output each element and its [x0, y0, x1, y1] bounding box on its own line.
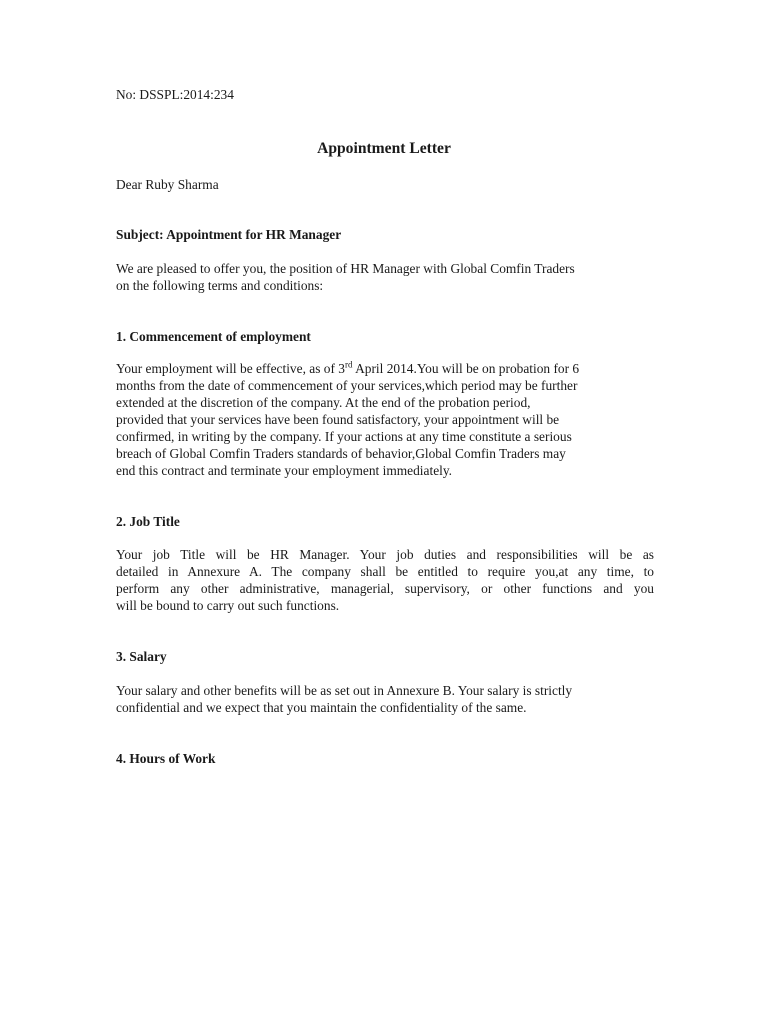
probation-text: April 2014.You will be on probation for 6: [352, 361, 580, 376]
paragraph-line: confidential and we expect that you maintain the confidentiality of the same.: [116, 700, 527, 715]
effective-date-text: Your employment will be effective, as of 3: [116, 361, 345, 376]
reference-number: No: DSSPL:2014:234: [116, 87, 234, 102]
paragraph-line: [116, 360, 638, 377]
paragraph-line: confirmed, in writing by the company. If your actions at any time constitute a serious: [116, 429, 572, 444]
paragraph-line: months from the date of commencement of your services,which period may be further: [116, 378, 578, 393]
section-heading-salary: 3. Salary: [116, 649, 167, 664]
paragraph-line: We are pleased to offer you, the position of HR Manager with Global Comfin Traders: [116, 261, 575, 276]
paragraph-line: perform any other administrative, managerial, supervisory, or other functions and you: [116, 581, 654, 596]
intro-paragraph: [116, 260, 636, 294]
salary-paragraph: [116, 682, 636, 716]
paragraph-line: will be bound to carry out such functions.: [116, 598, 340, 613]
paragraph-line: on the following terms and conditions:: [116, 278, 324, 293]
subject-line: Subject: Appointment for HR Manager: [116, 227, 342, 242]
section-heading-commencement: 1. Commencement of employment: [116, 329, 311, 344]
paragraph-line: Your salary and other benefits will be as set out in Annexure B. Your salary is strictly: [116, 683, 573, 698]
document-title: Appointment Letter: [317, 140, 451, 157]
paragraph-line: provided that your services have been found satisfactory, your appointment will be: [116, 412, 560, 427]
job-title-paragraph: [116, 546, 654, 614]
paragraph-line: breach of Global Comfin Traders standards of behavior,Global Comfin Traders may: [116, 446, 566, 461]
section-heading-job-title: 2. Job Title: [116, 514, 180, 529]
section-heading-hours: 4. Hours of Work: [116, 751, 216, 766]
paragraph-line: extended at the discretion of the company. At the end of the probation period,: [116, 395, 531, 410]
paragraph-line: end this contract and terminate your employment immediately.: [116, 463, 453, 478]
commencement-paragraph: [116, 360, 638, 479]
salutation: Dear Ruby Sharma: [116, 177, 219, 192]
ordinal-suffix: rd: [344, 359, 353, 370]
paragraph-line: Your job Title will be HR Manager. Your job duties and responsibilities will be as: [116, 547, 654, 562]
paragraph-line: detailed in Annexure A. The company shall be entitled to require you,at any time, to: [116, 564, 654, 579]
